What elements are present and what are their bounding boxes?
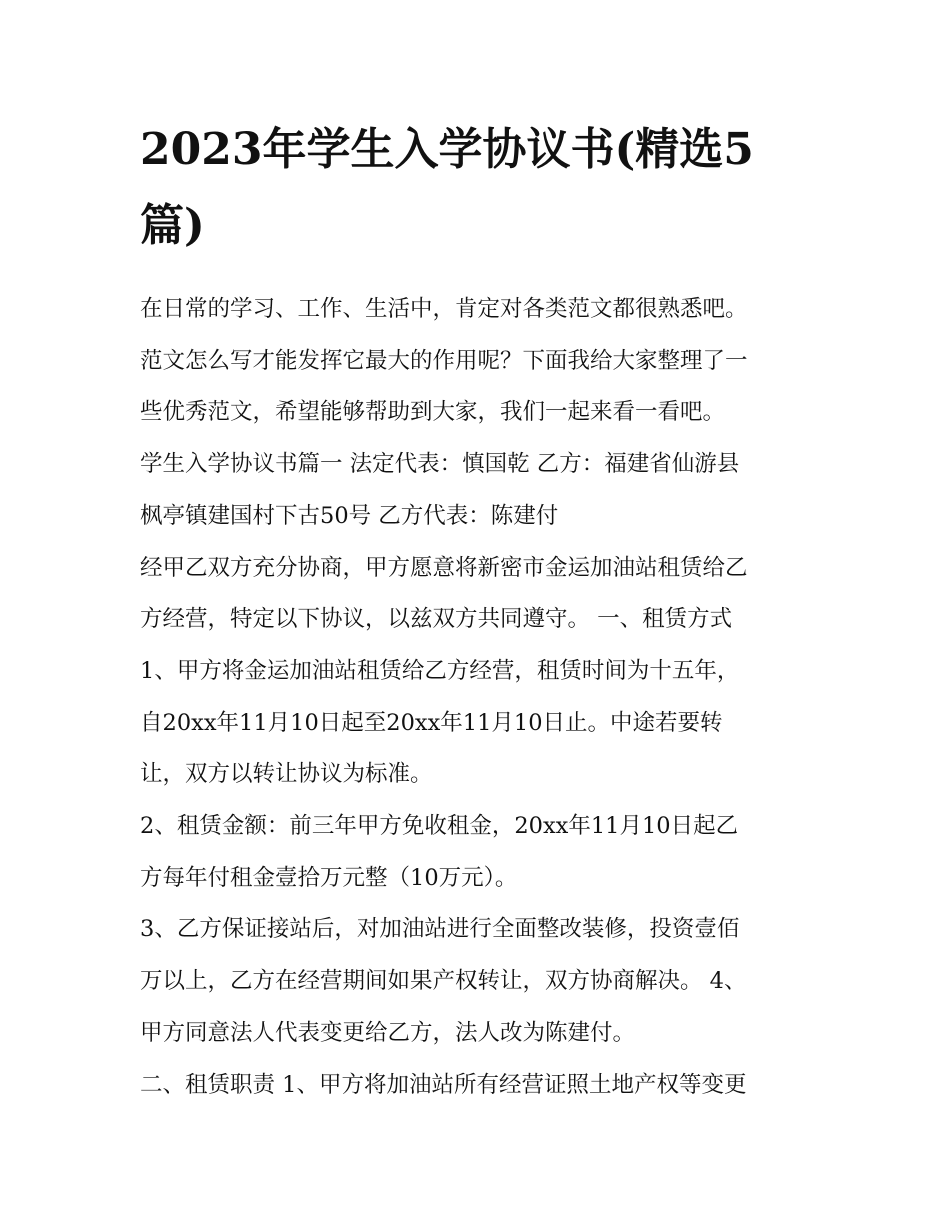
text-line: 经甲乙双方充分协商，甲方愿意将新密市金运加油站租赁给乙: [140, 554, 748, 581]
text-line: 让，双方以转让协议为标准。: [140, 761, 433, 788]
text-line: 在日常的学习、工作、生活中，肯定对各类范文都很熟悉吧。: [140, 296, 748, 322]
title-line: 2023年学生入学协议书(精选5: [140, 124, 754, 175]
text-line: 学生入学协议书篇一 法定代表：慎国乾 乙方：福建省仙游县: [140, 451, 740, 478]
text-line: 甲方同意法人代表变更给乙方，法人改为陈建付。: [140, 1019, 636, 1046]
paragraph-section-2: [140, 1060, 820, 1112]
paragraph-parties: [140, 439, 820, 542]
document-page: [140, 112, 820, 1111]
paragraph-clause-3: [140, 904, 820, 1059]
text-line: 自20xx年11月10日起至20xx年11月10日止。中途若要转: [140, 709, 723, 736]
text-line: 方每年付租金壹拾万元整（10万元）。: [140, 864, 518, 891]
paragraph-agreement: [140, 543, 820, 646]
text-line: 范文怎么写才能发挥它最大的作用呢？下面我给大家整理了一: [140, 347, 748, 374]
paragraph-clause-1: [140, 646, 820, 801]
text-line: 枫亭镇建国村下古50号 乙方代表：陈建付: [140, 502, 559, 529]
text-line: 3、乙方保证接站后，对加油站进行全面整改装修，投资壹佰: [140, 916, 740, 943]
text-line: 些优秀范文，希望能够帮助到大家，我们一起来看一看吧。: [140, 399, 726, 426]
text-line: 二、租赁职责 1、甲方将加油站所有经营证照土地产权等变更: [140, 1071, 747, 1098]
document-title: [140, 112, 812, 264]
text-line: 2、租赁金额：前三年甲方免收租金，20xx年11月10日起乙: [140, 813, 739, 840]
title-line: 篇): [140, 200, 205, 251]
document-body: [140, 284, 820, 1111]
paragraph-intro: [140, 284, 820, 439]
text-line: 1、甲方将金运加油站租赁给乙方经营，租赁时间为十五年，: [140, 657, 740, 684]
paragraph-clause-2: [140, 801, 820, 904]
text-line: 方经营，特定以下协议，以兹双方共同遵守。 一、租赁方式: [140, 606, 733, 633]
text-line: 万以上，乙方在经营期间如果产权转让，双方协商解决。 4、: [140, 968, 747, 995]
